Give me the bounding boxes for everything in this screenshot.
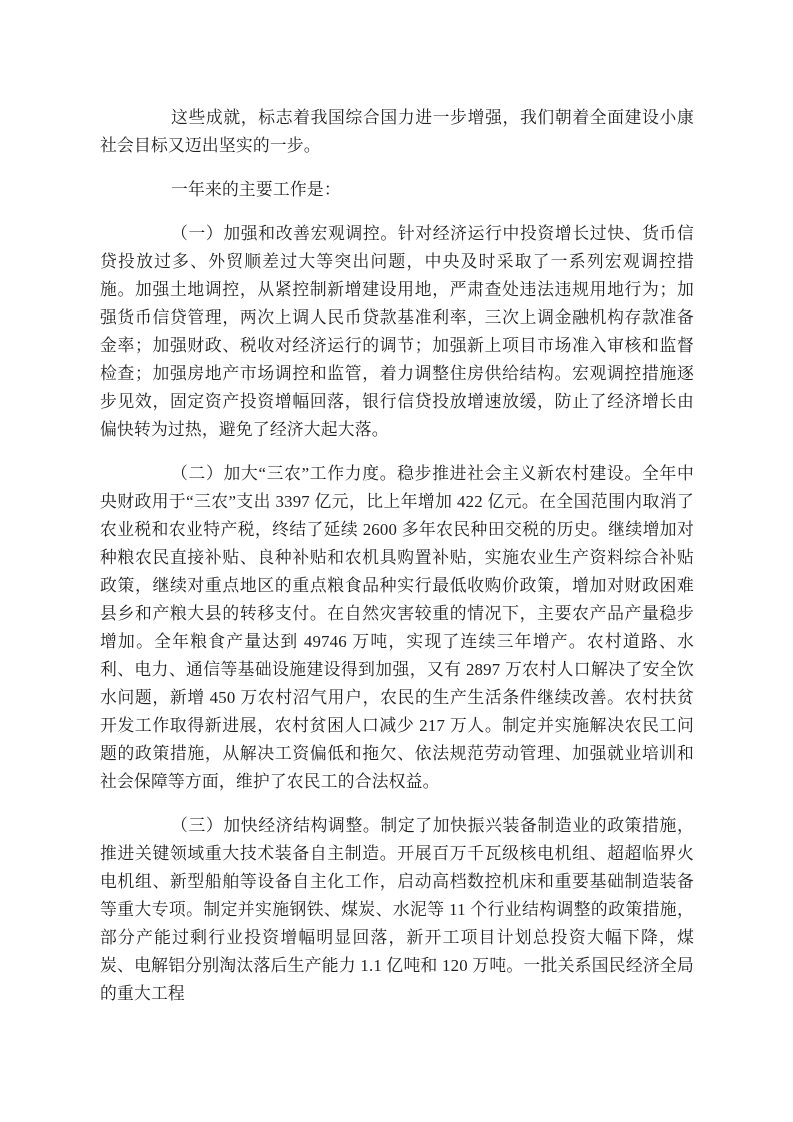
paragraph-section-2-sannong: （二）加大“三农”工作力度。稳步推进社会主义新农村建设。全年中央财政用于“三农”支出 3397 亿元，比上年增加 422 亿元。在全国范围内取消了农业税和农业特产税，终结了延续 2600 多年农民种田交税的历史。继续增加对种粮农民直接补贴、良种补贴和农机具购置补贴，实施农业生产资料综合补贴政策，继续对重点地区的重点粮食品种实行最低收购价政策，增加对财政困难县乡和产粮大县的转移支付。在自然灾害较重的情况下，主要农产品产量稳步增加。全年粮食产量达到 49746 万吨，实现了连续三年增产。农村道路、水利、电力、通信等基础设施建设得到加强，又有 2897 万农村人口解决了安全饮水问题，新增 450 万农村沼气用户，农民的生产生活条件继续改善。农村扶贫开发工作取得新进展，农村贫困人口减少 217 万人。制定并实施解决农民工问题的政策措施，从解决工资偏低和拖欠、依法规范劳动管理、加强就业培训和社会保障等方面，维护了农民工的合法权益。 (100, 464, 694, 791)
paragraph-achievements-summary: 这些成就，标志着我国综合国力进一步增强，我们朝着全面建设小康社会目标又迈出坚实的一步。 (100, 108, 694, 155)
paragraph-main-work-intro: 一年来的主要工作是： (171, 180, 341, 199)
paragraph-section-1-macro-control: （一）加强和改善宏观调控。针对经济运行中投资增长过快、货币信贷投放过多、外贸顺差过大等突出问题，中央及时采取了一系列宏观调控措施。加强土地调控，从紧控制新增建设用地，严肃查处违法违规用地行为；加强货币信贷管理，两次上调人民币贷款基准利率，三次上调金融机构存款准备金率；加强财政、税收对经济运行的调节；加强新上项目市场准入审核和监督检查；加强房地产市场调控和监管，着力调整住房供给结构。宏观调控措施逐步见效，固定资产投资增幅回落，银行信贷投放增速放缓，防止了经济增长由偏快转为过热，避免了经济大起大落。 (100, 224, 694, 439)
paragraph-section-3-economic-structure: （三）加快经济结构调整。制定了加快振兴装备制造业的政策措施，推进关键领域重大技术装备自主制造。开展百万千瓦级核电机组、超超临界火电机组、新型船舶等设备自主化工作，启动高档数控机床和重要基础制造装备等重大专项。制定并实施钢铁、煤炭、水泥等 11 个行业结构调整的政策措施，部分产能过剩行业投资增幅明显回落，新开工项目计划总投资大幅下降，煤炭、电解铝分别淘汰落后生产能力 1.1 亿吨和 120 万吨。一批关系国民经济全局的重大工程 (100, 816, 694, 1003)
